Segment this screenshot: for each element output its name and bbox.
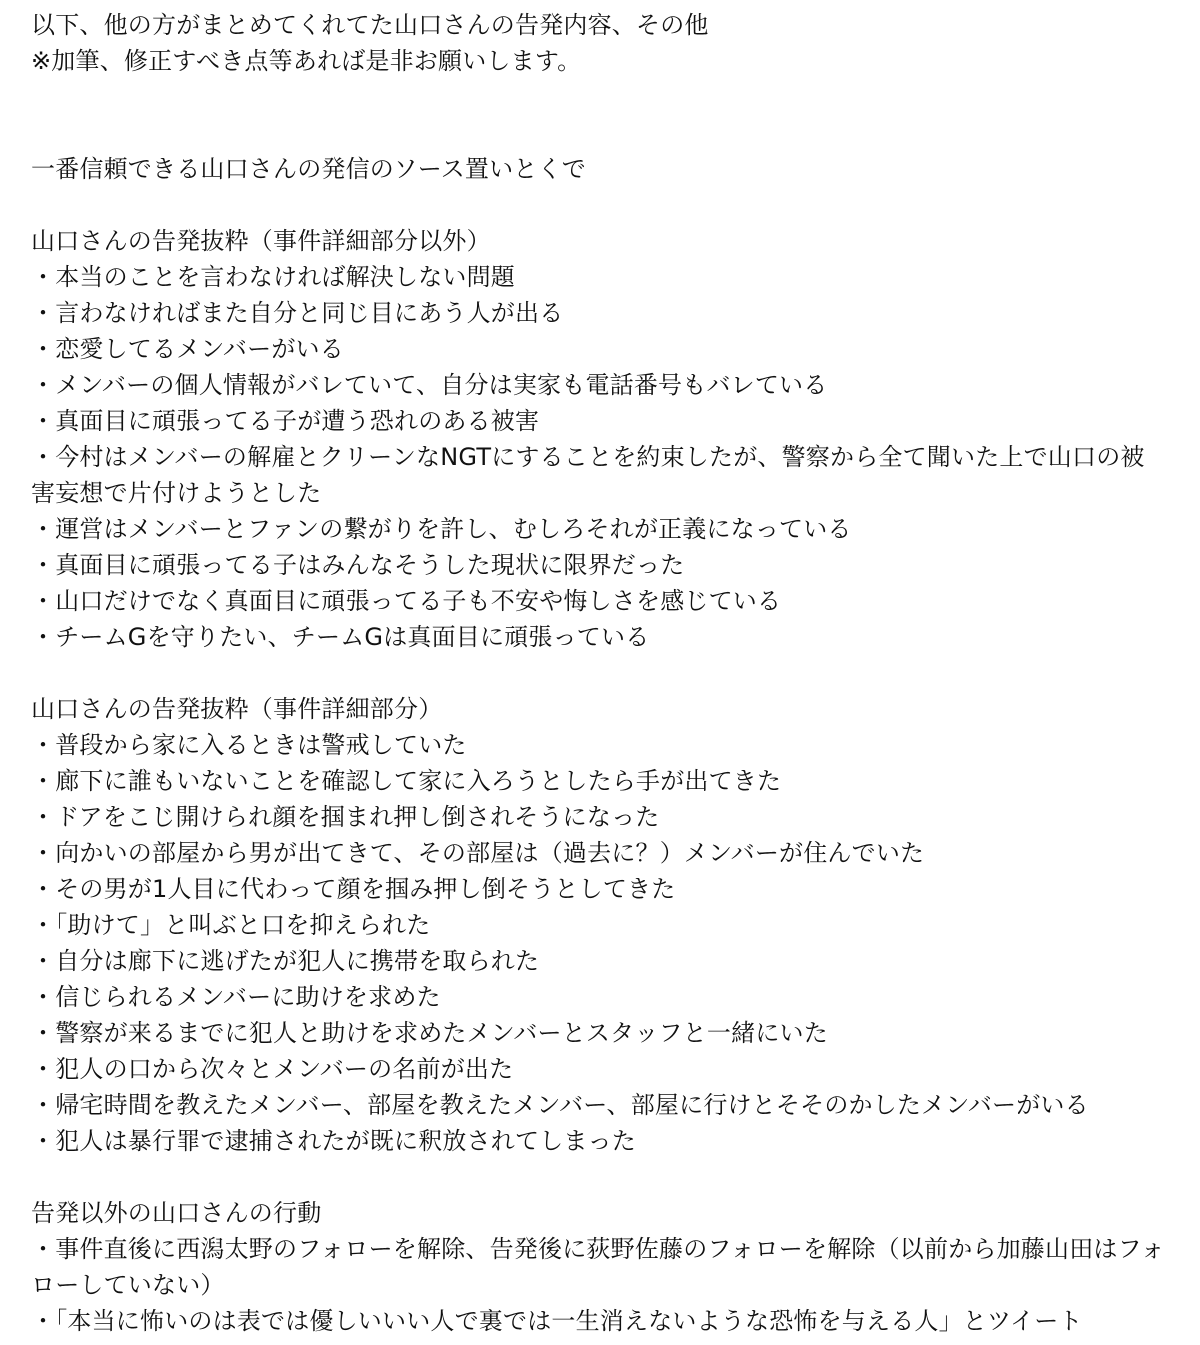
list-item: ・「助けて」と叫ぶと口を抑えられた: [31, 911, 431, 939]
list-item: ・向かいの部屋から男が出てきて、その部屋は（過去に？）メンバーが住んでいた: [31, 839, 925, 867]
list-item: ・自分は廊下に逃げたが犯人に携帯を取られた: [31, 947, 540, 975]
list-item: ・廊下に誰もいないことを確認して家に入ろうとしたら手が出てきた: [31, 767, 782, 795]
list-item: ・恋愛してるメンバーがいる: [31, 335, 344, 363]
intro-line-2: ※加筆、修正すべき点等あれば是非お願いします。: [31, 47, 582, 75]
list-item: ・チームGを守りたい、チームGは真面目に頑張っている: [31, 623, 650, 651]
section-heading-allegations-general: 山口さんの告発抜粋（事件詳細部分以外）: [31, 227, 491, 255]
list-item: ・真面目に頑張ってる子はみんなそうした現状に限界だった: [31, 551, 685, 579]
list-item: ・犯人の口から次々とメンバーの名前が出た: [31, 1055, 514, 1083]
list-item: ・警察が来るまでに犯人と助けを求めたメンバーとスタッフと一緒にいた: [31, 1019, 828, 1047]
list-item: ・「本当に怖いのは表では優しいいい人で裏では一生消えないような恐怖を与える人」とツイート: [31, 1307, 1083, 1335]
section-heading-incident-details: 山口さんの告発抜粋（事件詳細部分）: [31, 695, 443, 723]
section-heading-other-actions: 告発以外の山口さんの行動: [31, 1199, 322, 1227]
list-item: ・今村はメンバーの解雇とクリーンなNGTにすることを約束したが、警察から全て聞いた上で山口の被害妄想で片付けようとした: [31, 443, 1145, 507]
list-item: ・運営はメンバーとファンの繋がりを許し、むしろそれが正義になっている: [31, 515, 852, 543]
source-note: 一番信頼できる山口さんの発信のソース置いとくで: [31, 155, 586, 183]
list-item: ・メンバーの個人情報がバレていて、自分は実家も電話番号もバレている: [31, 371, 828, 399]
list-item: ・その男が1人目に代わって顔を掴み押し倒そうとしてきた: [31, 875, 676, 903]
list-item: ・ドアをこじ開けられ顔を掴まれ押し倒されそうになった: [31, 803, 660, 831]
post-body: [31, 7, 1166, 1339]
list-item: ・帰宅時間を教えたメンバー、部屋を教えたメンバー、部屋に行けとそそのかしたメンバーがいる: [31, 1091, 1089, 1119]
list-item: ・犯人は暴行罪で逮捕されたが既に釈放されてしまった: [31, 1127, 636, 1155]
list-item: ・事件直後に西潟太野のフォローを解除、告発後に荻野佐藤のフォローを解除（以前から加藤山田はフォローしていない）: [31, 1235, 1165, 1299]
list-item: ・信じられるメンバーに助けを求めた: [31, 983, 441, 1011]
list-item: ・普段から家に入るときは警戒していた: [31, 731, 467, 759]
list-item: ・山口だけでなく真面目に頑張ってる子も不安や悔しさを感じている: [31, 587, 782, 615]
intro-line-1: 以下、他の方がまとめてくれてた山口さんの告発内容、その他: [31, 11, 709, 39]
list-item: ・真面目に頑張ってる子が遭う恐れのある被害: [31, 407, 540, 435]
list-item: ・本当のことを言わなければ解決しない問題: [31, 263, 515, 291]
list-item: ・言わなければまた自分と同じ目にあう人が出る: [31, 299, 564, 327]
